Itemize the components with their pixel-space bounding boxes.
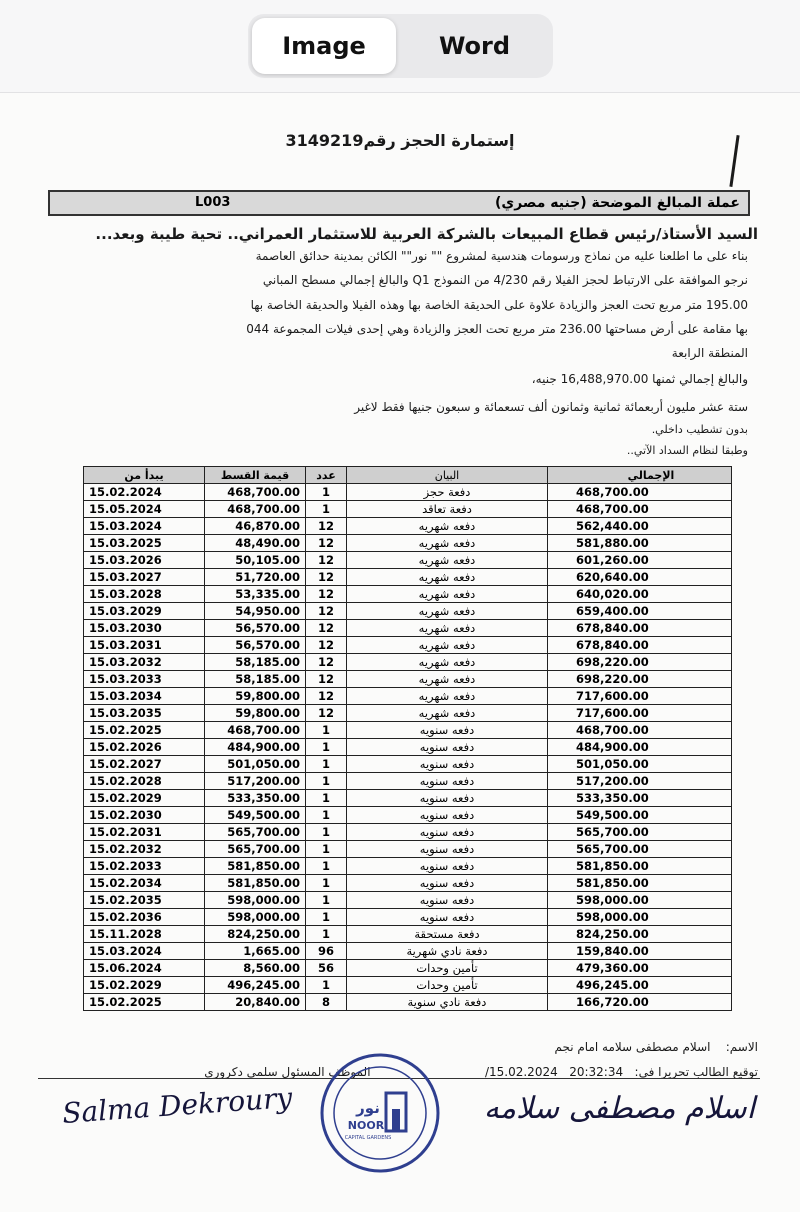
table-row	[84, 484, 732, 501]
table-row	[84, 807, 732, 824]
row-total: 620,640.00	[548, 569, 732, 586]
row-description: دفعه شهريه	[347, 569, 548, 586]
row-installment-amount: 53,335.00	[205, 586, 306, 603]
row-total: 533,350.00	[548, 790, 732, 807]
row-description: دفعه سنويه	[347, 858, 548, 875]
row-description: دفعه شهريه	[347, 603, 548, 620]
row-installment-amount: 484,900.00	[205, 739, 306, 756]
sign-time: 20:32:34	[569, 1065, 624, 1079]
row-start-date: 15.03.2029	[84, 603, 205, 620]
row-total: 640,020.00	[548, 586, 732, 603]
payment-schedule-table	[83, 466, 732, 1011]
table-row	[84, 824, 732, 841]
applicant-name-line	[554, 1040, 758, 1054]
row-installment-amount: 565,700.00	[205, 841, 306, 858]
row-description: دفعه شهريه	[347, 637, 548, 654]
row-count: 12	[306, 671, 347, 688]
officer-signature: Salma Dekroury	[61, 1081, 294, 1130]
row-installment-amount: 468,700.00	[205, 484, 306, 501]
table-row	[84, 858, 732, 875]
row-count: 1	[306, 909, 347, 926]
row-installment-amount: 56,570.00	[205, 637, 306, 654]
table-row	[84, 535, 732, 552]
row-start-date: 15.02.2026	[84, 739, 205, 756]
row-installment-amount: 58,185.00	[205, 671, 306, 688]
row-description: دفعه شهريه	[347, 620, 548, 637]
row-description: دفعه سنويه	[347, 739, 548, 756]
unit-code: L003	[195, 195, 231, 210]
row-start-date: 15.03.2024	[84, 518, 205, 535]
row-total: 479,360.00	[548, 960, 732, 977]
row-installment-amount: 468,700.00	[205, 722, 306, 739]
signature-date-line	[204, 1065, 758, 1079]
row-count: 12	[306, 552, 347, 569]
finish-note: بدون تشطيب داخلي.	[651, 423, 748, 436]
row-start-date: 15.02.2028	[84, 773, 205, 790]
table-row	[84, 739, 732, 756]
row-total: 717,600.00	[548, 705, 732, 722]
row-description: دفعه سنويه	[347, 875, 548, 892]
row-start-date: 15.03.2031	[84, 637, 205, 654]
row-installment-amount: 468,700.00	[205, 501, 306, 518]
row-description: دفعه شهريه	[347, 552, 548, 569]
table-row	[84, 909, 732, 926]
officer-name: الموظف المسئول سلمى دكرورى	[204, 1065, 371, 1079]
row-start-date: 15.03.2034	[84, 688, 205, 705]
table-row	[84, 552, 732, 569]
row-description: دفعة نادي شهرية	[347, 943, 548, 960]
col-start: يبدأ من	[84, 467, 205, 484]
row-total: 601,260.00	[548, 552, 732, 569]
row-total: 565,700.00	[548, 841, 732, 858]
row-description: دفعة حجز	[347, 484, 548, 501]
row-description: دفعه شهريه	[347, 586, 548, 603]
row-installment-amount: 598,000.00	[205, 892, 306, 909]
row-count: 1	[306, 875, 347, 892]
row-installment-amount: 58,185.00	[205, 654, 306, 671]
row-start-date: 15.03.2026	[84, 552, 205, 569]
row-count: 12	[306, 586, 347, 603]
row-total: 678,840.00	[548, 637, 732, 654]
row-total: 562,440.00	[548, 518, 732, 535]
row-count: 12	[306, 569, 347, 586]
row-installment-amount: 517,200.00	[205, 773, 306, 790]
row-total: 598,000.00	[548, 892, 732, 909]
row-count: 1	[306, 722, 347, 739]
row-total: 581,850.00	[548, 858, 732, 875]
row-start-date: 15.02.2032	[84, 841, 205, 858]
table-row	[84, 943, 732, 960]
table-row	[84, 620, 732, 637]
row-installment-amount: 50,105.00	[205, 552, 306, 569]
row-start-date: 15.02.2025	[84, 722, 205, 739]
body-line-4: بها مقامة على أرض مساحتها 236.00 متر مربع تحت العجز والزيادة وهي إحدى فيلات المجموعة 044	[246, 322, 748, 336]
row-total: 698,220.00	[548, 671, 732, 688]
row-start-date: 15.02.2030	[84, 807, 205, 824]
stamp-brand-ar: نور	[356, 1099, 380, 1117]
row-total: 496,245.00	[548, 977, 732, 994]
row-count: 1	[306, 790, 347, 807]
table-row	[84, 722, 732, 739]
row-description: دفعه شهريه	[347, 654, 548, 671]
row-description: دفعه شهريه	[347, 518, 548, 535]
stamp-sub: CAPITAL GARDENS	[344, 1135, 392, 1141]
sign-date: 15.02.2024/	[484, 1065, 558, 1079]
row-start-date: 15.03.2024	[84, 943, 205, 960]
row-start-date: 15.03.2033	[84, 671, 205, 688]
row-start-date: 15.06.2024	[84, 960, 205, 977]
row-description: دفعه سنويه	[347, 892, 548, 909]
table-row	[84, 790, 732, 807]
row-start-date: 15.02.2024	[84, 484, 205, 501]
sign-label: توقيع الطالب تحريرا في:	[634, 1065, 758, 1079]
row-installment-amount: 496,245.00	[205, 977, 306, 994]
row-count: 12	[306, 603, 347, 620]
row-start-date: 15.02.2036	[84, 909, 205, 926]
row-start-date: 15.03.2030	[84, 620, 205, 637]
table-body	[84, 484, 732, 1011]
row-start-date: 15.11.2028	[84, 926, 205, 943]
row-installment-amount: 565,700.00	[205, 824, 306, 841]
table-row	[84, 705, 732, 722]
body-line-2: نرجو الموافقة على الارتباط لحجز الفيلا رقم 4/230 من النموذج Q1 والبالغ إجمالي مسطح المباني	[262, 273, 748, 287]
row-start-date: 15.02.2034	[84, 875, 205, 892]
row-count: 1	[306, 858, 347, 875]
row-count: 12	[306, 518, 347, 535]
row-count: 1	[306, 977, 347, 994]
row-total: 501,050.00	[548, 756, 732, 773]
table-row	[84, 569, 732, 586]
col-amount: قيمة القسط	[205, 467, 306, 484]
row-description: دفعه سنويه	[347, 773, 548, 790]
row-description: دفعه سنويه	[347, 756, 548, 773]
row-total: 468,700.00	[548, 484, 732, 501]
row-installment-amount: 20,840.00	[205, 994, 306, 1011]
table-row	[84, 756, 732, 773]
col-count: عدد	[306, 467, 347, 484]
row-total: 581,880.00	[548, 535, 732, 552]
row-start-date: 15.03.2035	[84, 705, 205, 722]
row-start-date: 15.02.2029	[84, 977, 205, 994]
row-total: 659,400.00	[548, 603, 732, 620]
name-label: الاسم:	[725, 1040, 758, 1054]
row-count: 1	[306, 926, 347, 943]
table-row	[84, 977, 732, 994]
row-total: 598,000.00	[548, 909, 732, 926]
currency-banner	[48, 190, 750, 216]
row-start-date: 15.02.2025	[84, 994, 205, 1011]
row-total: 565,700.00	[548, 824, 732, 841]
row-start-date: 15.02.2029	[84, 790, 205, 807]
row-installment-amount: 54,950.00	[205, 603, 306, 620]
view-mode-toggle	[248, 14, 553, 78]
row-count: 1	[306, 892, 347, 909]
applicant-signature: اسلام مصطفى سلامه	[483, 1091, 755, 1126]
currency-label: عملة المبالغ الموضحة (جنيه مصري)	[494, 195, 740, 211]
body-line-1: بناء على ما اطلعنا عليه من نماذج ورسومات هندسية لمشروع "" نور"" الكائن بمدينة حدائق العاصمة	[255, 249, 748, 263]
row-start-date: 15.03.2025	[84, 535, 205, 552]
row-description: دفعه شهريه	[347, 671, 548, 688]
row-description: تأمين وحدات	[347, 977, 548, 994]
col-total: الإجمالي	[548, 467, 732, 484]
table-row	[84, 926, 732, 943]
tab-word[interactable]: Word	[438, 32, 511, 60]
form-title: إستمارة الحجز رقم3149219	[285, 131, 515, 150]
row-start-date: 15.03.2032	[84, 654, 205, 671]
row-count: 1	[306, 773, 347, 790]
row-description: دفعه سنويه	[347, 790, 548, 807]
row-total: 698,220.00	[548, 654, 732, 671]
row-count: 12	[306, 705, 347, 722]
row-total: 581,850.00	[548, 875, 732, 892]
row-total: 468,700.00	[548, 722, 732, 739]
row-start-date: 15.02.2027	[84, 756, 205, 773]
row-start-date: 15.03.2027	[84, 569, 205, 586]
row-installment-amount: 533,350.00	[205, 790, 306, 807]
row-total: 549,500.00	[548, 807, 732, 824]
row-installment-amount: 501,050.00	[205, 756, 306, 773]
payment-intro: وطبقا لنظام السداد الآتي..	[626, 444, 748, 457]
row-description: دفعة نادي سنوية	[347, 994, 548, 1011]
row-count: 1	[306, 824, 347, 841]
row-installment-amount: 59,800.00	[205, 688, 306, 705]
table-row	[84, 603, 732, 620]
table-row	[84, 688, 732, 705]
row-description: دفعه سنويه	[347, 807, 548, 824]
row-count: 1	[306, 807, 347, 824]
viewer-toolbar	[0, 0, 800, 93]
row-installment-amount: 581,850.00	[205, 875, 306, 892]
row-description: دفعة مستحقة	[347, 926, 548, 943]
table-row	[84, 654, 732, 671]
row-description: دفعه سنويه	[347, 722, 548, 739]
table-row	[84, 994, 732, 1011]
table-row	[84, 586, 732, 603]
row-installment-amount: 51,720.00	[205, 569, 306, 586]
row-installment-amount: 56,570.00	[205, 620, 306, 637]
row-count: 12	[306, 637, 347, 654]
row-description: دفعة تعاقد	[347, 501, 548, 518]
row-count: 1	[306, 501, 347, 518]
row-total: 468,700.00	[548, 501, 732, 518]
row-count: 1	[306, 756, 347, 773]
table-row	[84, 637, 732, 654]
row-start-date: 15.02.2033	[84, 858, 205, 875]
row-start-date: 15.02.2031	[84, 824, 205, 841]
row-description: دفعه شهريه	[347, 688, 548, 705]
price-in-words: ستة عشر مليون أربعمائة ثمانية وثمانون ألف تسعمائة و سبعون جنيها فقط لاغير	[354, 400, 748, 414]
row-installment-amount: 59,800.00	[205, 705, 306, 722]
row-start-date: 15.03.2028	[84, 586, 205, 603]
row-description: دفعه سنويه	[347, 909, 548, 926]
row-total: 517,200.00	[548, 773, 732, 790]
row-start-date: 15.05.2024	[84, 501, 205, 518]
row-total: 824,250.00	[548, 926, 732, 943]
row-count: 1	[306, 739, 347, 756]
row-total: 159,840.00	[548, 943, 732, 960]
col-description: البيان	[347, 467, 548, 484]
row-count: 12	[306, 535, 347, 552]
row-installment-amount: 48,490.00	[205, 535, 306, 552]
row-count: 1	[306, 484, 347, 501]
row-installment-amount: 1,665.00	[205, 943, 306, 960]
row-total: 484,900.00	[548, 739, 732, 756]
name-value: اسلام مصطفى سلامه امام نجم	[554, 1040, 711, 1054]
row-count: 8	[306, 994, 347, 1011]
table-row	[84, 892, 732, 909]
row-count: 1	[306, 841, 347, 858]
row-count: 12	[306, 654, 347, 671]
row-installment-amount: 549,500.00	[205, 807, 306, 824]
row-count: 12	[306, 620, 347, 637]
row-description: دفعه سنويه	[347, 841, 548, 858]
row-installment-amount: 598,000.00	[205, 909, 306, 926]
scanned-document	[0, 93, 800, 1212]
table-row	[84, 671, 732, 688]
row-total: 678,840.00	[548, 620, 732, 637]
body-line-5: المنطقة الرابعة	[671, 346, 748, 360]
table-header-row	[84, 467, 732, 484]
row-description: دفعه سنويه	[347, 824, 548, 841]
row-count: 56	[306, 960, 347, 977]
row-installment-amount: 8,560.00	[205, 960, 306, 977]
body-line-3: 195.00 متر مربع تحت العجز والزيادة علاوة على الحديقة الخاصة بها وهذه الفيلا والحديقة الخاصة بها	[250, 298, 748, 312]
row-total: 717,600.00	[548, 688, 732, 705]
row-installment-amount: 46,870.00	[205, 518, 306, 535]
row-description: تأمين وحدات	[347, 960, 548, 977]
row-installment-amount: 824,250.00	[205, 926, 306, 943]
row-installment-amount: 581,850.00	[205, 858, 306, 875]
greeting-line: السيد الأستاذ/رئيس قطاع المبيعات بالشركة العربية للاستثمار العمراني.. تحية طيبة وبعد...	[95, 225, 758, 243]
company-stamp	[318, 1051, 442, 1175]
row-count: 96	[306, 943, 347, 960]
row-description: دفعه شهريه	[347, 535, 548, 552]
tab-image[interactable]: Image	[252, 18, 396, 74]
table-row	[84, 960, 732, 977]
row-count: 12	[306, 688, 347, 705]
table-row	[84, 841, 732, 858]
row-start-date: 15.02.2035	[84, 892, 205, 909]
stamp-brand-en: NOOR	[347, 1119, 385, 1132]
table-row	[84, 773, 732, 790]
table-row	[84, 875, 732, 892]
total-price-line: والبالغ إجمالي ثمنها 16,488,970.00 جنيه،	[531, 372, 748, 386]
table-row	[84, 518, 732, 535]
table-row	[84, 501, 732, 518]
row-total: 166,720.00	[548, 994, 732, 1011]
row-description: دفعه شهريه	[347, 705, 548, 722]
